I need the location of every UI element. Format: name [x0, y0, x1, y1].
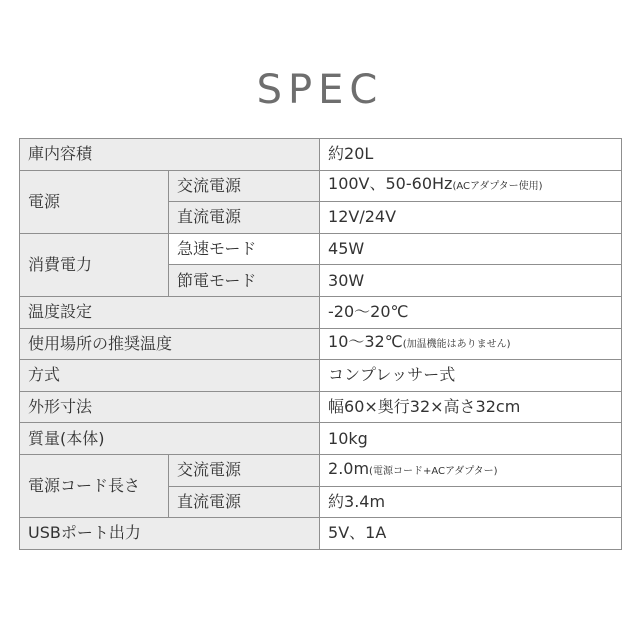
spec-row-capacity — [20, 139, 622, 171]
spec-value-usb: 5V、1A — [320, 518, 622, 550]
spec-value-cord-dc: 約3.4m — [320, 486, 622, 518]
spec-value-weight: 10kg — [320, 423, 622, 455]
spec-label-capacity: 庫内容積 — [20, 139, 320, 171]
spec-label-consumption: 消費電力 — [20, 233, 169, 296]
spec-label-cord: 電源コード長さ — [20, 454, 169, 517]
spec-row-weight — [20, 423, 622, 455]
spec-row-usb — [20, 518, 622, 550]
spec-label-weight: 質量(本体) — [20, 423, 320, 455]
spec-value-eco: 30W — [320, 265, 622, 297]
spec-table — [19, 138, 622, 550]
spec-row-ambient — [20, 328, 622, 360]
value-text: 2.0m — [328, 458, 370, 478]
value-note: (電源コード+ACアダプター) — [369, 465, 498, 477]
page-title: SPEC — [256, 67, 384, 113]
spec-sublabel-cord-dc: 直流電源 — [169, 486, 320, 518]
spec-value-rapid: 45W — [320, 233, 622, 265]
spec-value-temp-setting: -20～20℃ — [320, 296, 622, 328]
spec-row-temp-setting — [20, 296, 622, 328]
spec-row-consumption-rapid — [20, 233, 622, 265]
spec-sublabel-cord-ac: 交流電源 — [169, 454, 320, 486]
value-note: (加温機能はありません) — [402, 339, 511, 351]
spec-label-temp-setting: 温度設定 — [20, 296, 320, 328]
spec-label-method: 方式 — [20, 360, 320, 392]
value-text: 100V、50-60Hz — [328, 174, 453, 194]
spec-value-method: コンプレッサー式 — [320, 360, 622, 392]
spec-sublabel-power-ac: 交流電源 — [169, 170, 320, 202]
value-text: 10～32℃ — [328, 332, 403, 352]
spec-label-ambient: 使用場所の推奨温度 — [20, 328, 320, 360]
spec-row-cord-ac — [20, 454, 622, 486]
spec-label-power: 電源 — [20, 170, 169, 233]
spec-sublabel-power-dc: 直流電源 — [169, 202, 320, 234]
spec-label-usb: USBポート出力 — [20, 518, 320, 550]
value-note: (ACアダプター使用) — [452, 181, 543, 193]
spec-value-capacity: 約20L — [320, 139, 622, 171]
spec-value-ambient — [320, 328, 622, 360]
spec-value-power-ac — [320, 170, 622, 202]
spec-value-power-dc: 12V/24V — [320, 202, 622, 234]
spec-sublabel-rapid: 急速モード — [169, 233, 320, 265]
spec-row-dimensions — [20, 391, 622, 423]
spec-value-dimensions: 幅60×奥行32×高さ32cm — [320, 391, 622, 423]
spec-value-cord-ac — [320, 454, 622, 486]
spec-sublabel-eco: 節電モード — [169, 265, 320, 297]
spec-label-dimensions: 外形寸法 — [20, 391, 320, 423]
spec-row-power-ac — [20, 170, 622, 202]
spec-row-method — [20, 360, 622, 392]
